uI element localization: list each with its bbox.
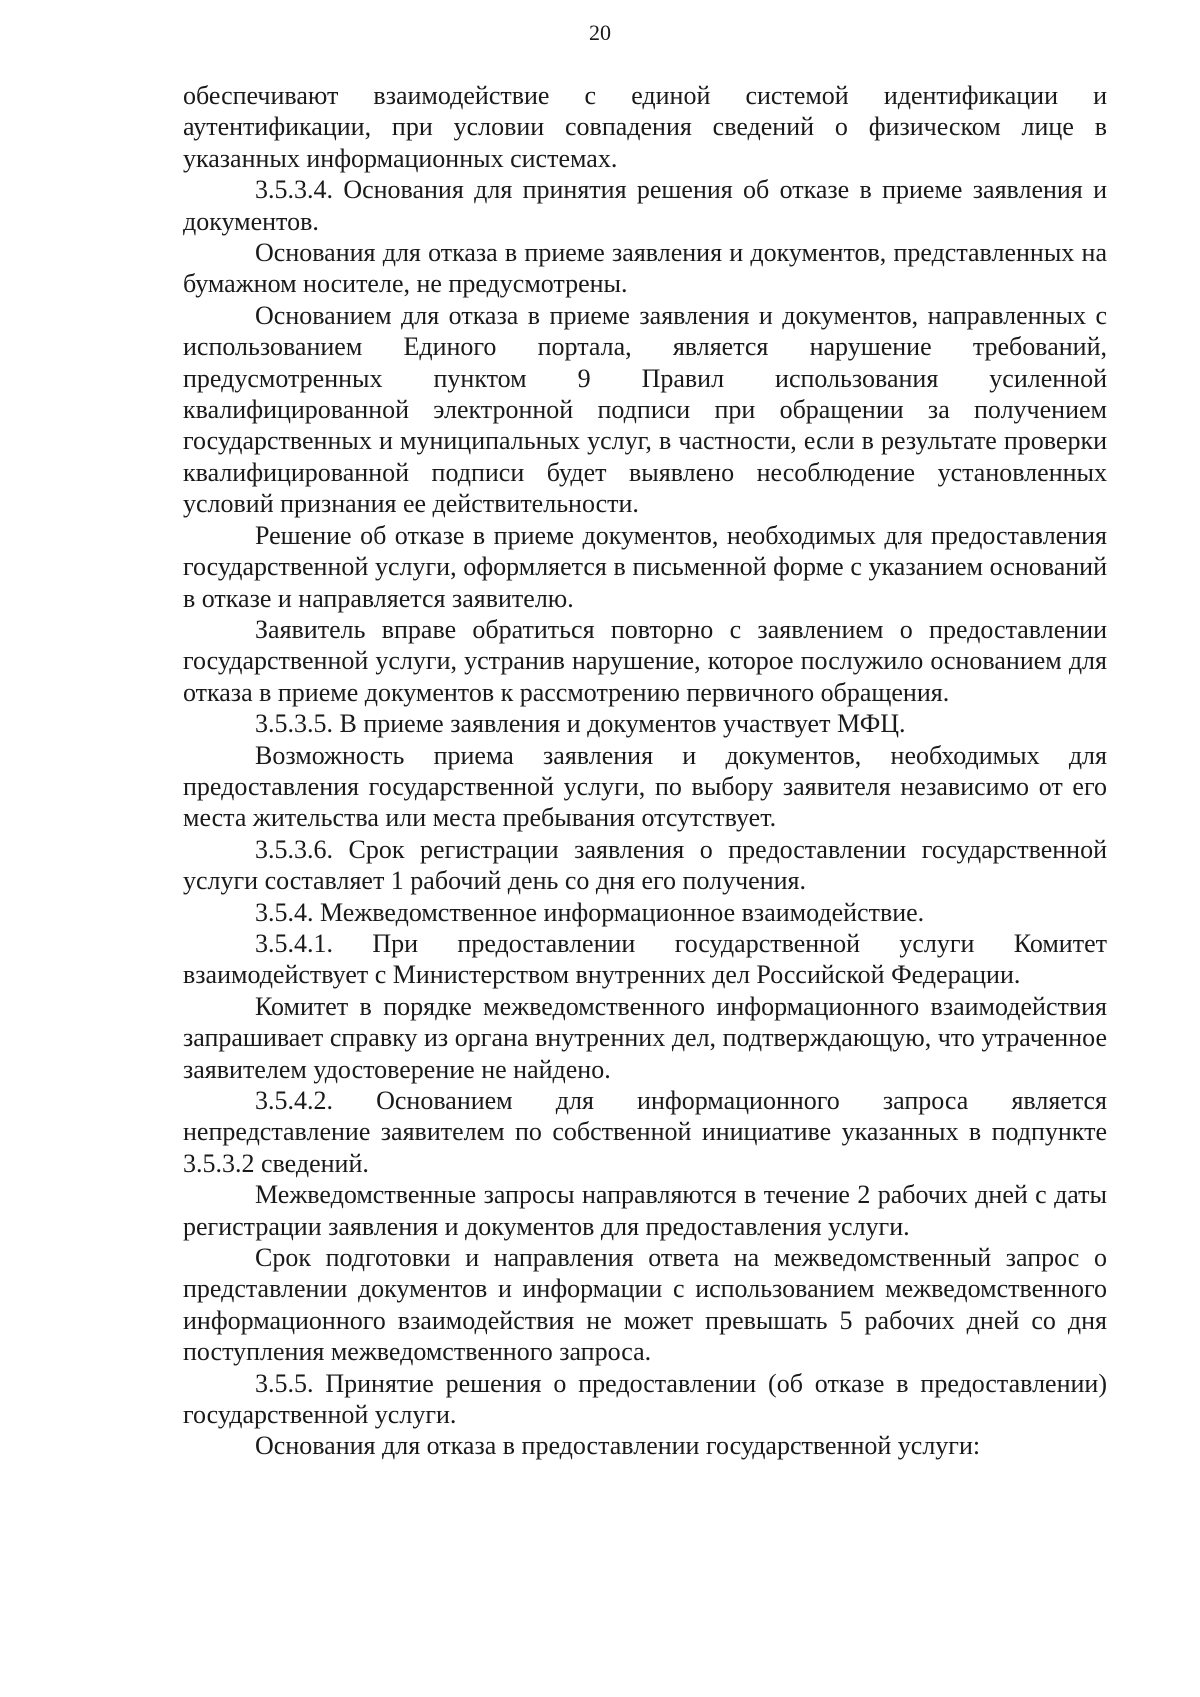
paragraph: Комитет в порядке межведомственного информационного взаимодействия запрашивает справку из органа внутренних дел, подтверждающую, что утраченное заявителем удостоверение не найдено.: [183, 991, 1107, 1084]
paragraph: Решение об отказе в приеме документов, необходимых для предоставления государственной услуги, оформляется в письменной форме с указанием оснований в отказе и направляется заявителю.: [183, 520, 1107, 613]
paragraph: Заявитель вправе обратиться повторно с заявлением о предоставлении государственной услуги, устранив нарушение, которое послужило основанием для отказа в приеме документов к рассмотрению первичного обращения.: [183, 614, 1107, 707]
paragraph: 3.5.4. Межведомственное информационное взаимодействие.: [255, 897, 925, 927]
paragraph: 3.5.4.1. При предоставлении государственной услуги Комитет взаимодействует с Министерством внутренних дел Российской Федерации.: [183, 928, 1107, 990]
paragraph: 3.5.3.6. Срок регистрации заявления о предоставлении государственной услуги составляет 1 рабочий день со дня его получения.: [183, 834, 1107, 896]
paragraph: Основания для отказа в предоставлении государственной услуги:: [255, 1431, 981, 1461]
paragraph: 3.5.4.2. Основанием для информационного запроса является непредставление заявителем по собственной инициативе указанных в подпункте 3.5.3.2 сведений.: [183, 1086, 1107, 1178]
paragraph: Возможность приема заявления и документов, необходимых для предоставления государственной услуги, по выбору заявителя независимо от его места жительства или места пребывания отсутствует.: [183, 740, 1107, 833]
paragraph: Основанием для отказа в приеме заявления и документов, направленных с использованием Единого портала, является нарушение требований, предусмотренных пунктом 9 Правил использования усиленной квалифицированной электронной подписи при обращении за получением государственных и муниципальных услуг, в частности, если в результате проверки квалифицированной подписи будет выявлено несоблюдение установленных условий признания ее действительности.: [183, 300, 1107, 519]
paragraph: обеспечивают взаимодействие с единой системой идентификации и аутентификации, при условии совпадения сведений о физическом лице в указанных информационных системах.: [183, 81, 1107, 173]
paragraph: Межведомственные запросы направляются в течение 2 рабочих дней с даты регистрации заявления и документов для предоставления услуги.: [183, 1180, 1107, 1241]
paragraph: 3.5.5. Принятие решения о предоставлении (об отказе в предоставлении) государственной услуги.: [183, 1368, 1107, 1430]
document-body: [183, 80, 1107, 1462]
paragraph: 3.5.3.5. В приеме заявления и документов участвует МФЦ.: [255, 709, 906, 739]
paragraph: Срок подготовки и направления ответа на межведомственный запрос о представлении документов и информации с использованием межведомственного информационного взаимодействия не может превышать 5 рабочих дней со дня поступления межведомственного запроса.: [183, 1243, 1107, 1367]
paragraph: 3.5.3.4. Основания для принятия решения об отказе в приеме заявления и документов.: [183, 175, 1107, 236]
paragraph: Основания для отказа в приеме заявления и документов, представленных на бумажном носителе, не предусмотрены.: [183, 238, 1107, 299]
page-number: 20: [589, 20, 611, 45]
